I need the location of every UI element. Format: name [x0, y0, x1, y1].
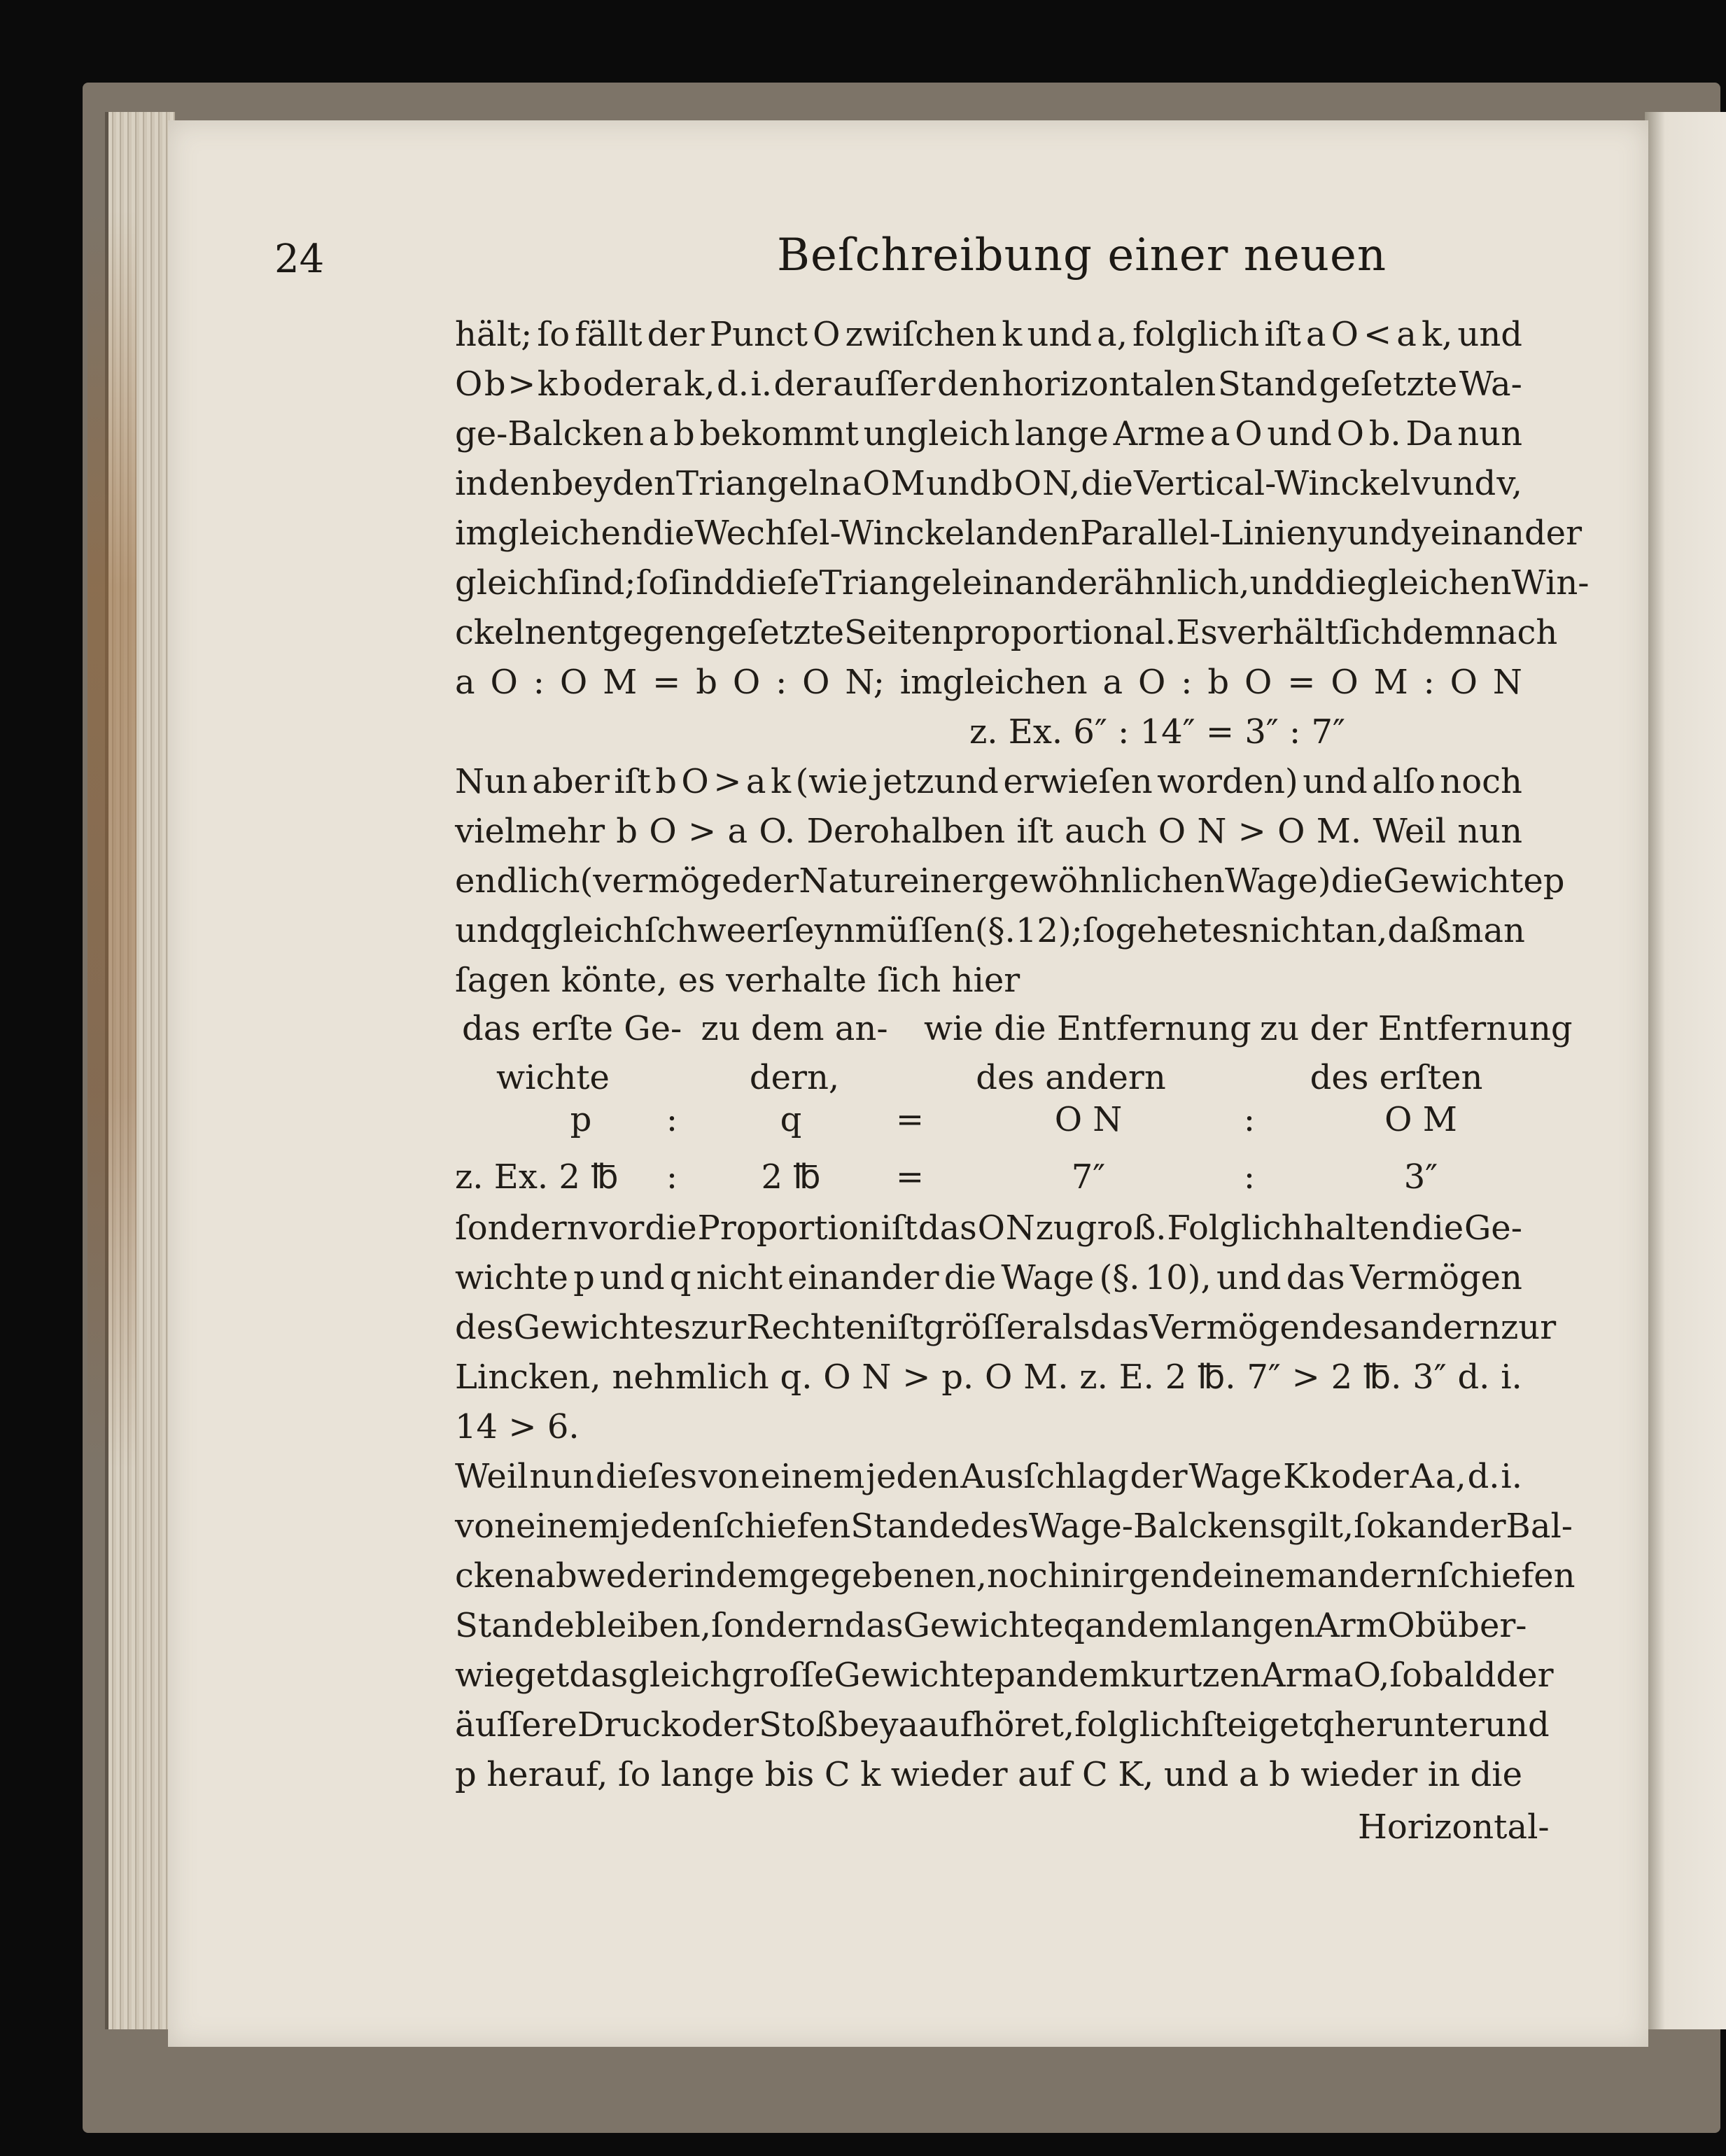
table-header-2b: dern, [749, 1058, 840, 1097]
text-line: gleich ſind; ſo ſind dieſe Triangel einander ähnlich, und die gleichen Win- [455, 563, 1590, 603]
table-example-cell: z. Ex. 2 ℔ [455, 1157, 619, 1197]
text-line: wichte p und q nicht einander die Wage (§. 10), und das Vermögen [455, 1258, 1522, 1297]
table-header-2a: zu dem an- [701, 1009, 888, 1048]
table-symbol-cell: : [666, 1100, 678, 1139]
text-line: z. Ex. 6″ : 14″ = 3″ : 7″ [969, 712, 1345, 752]
text-line: a O : O M = b O : O N; imgleichen a O : b O = O M : O N [455, 663, 1522, 702]
text-line: des Gewichtes zur Rechten iſt gröſſer als das Vermögen des andern zur [455, 1308, 1557, 1347]
table-header-4a: zu der Entfernung [1260, 1009, 1573, 1048]
text-line: Nun aber iſt b O > a k (wie jetzund erwieſen worden) und alſo noch [455, 762, 1522, 801]
facing-page [1645, 112, 1726, 2029]
text-line: ckeln entgegen geſetzte Seiten proportional. Es verhält ſich demnach [455, 613, 1558, 652]
table-header-4b: des erſten [1310, 1058, 1483, 1097]
text-line: und q gleich ſchweer ſeyn müſſen (§. 12); ſo gehet es nicht an, daß man [455, 911, 1525, 950]
text-line: p herauf, ſo lange bis C k wieder auf C K, und a b wieder in die [455, 1755, 1522, 1794]
table-header-1a: das erſte Ge- [462, 1009, 682, 1048]
text-line: 14 > 6. [455, 1407, 580, 1446]
text-line: wieget das gleich groſſe Gewichte p an dem kurtzen Arm a O, ſo bald der [455, 1656, 1554, 1695]
table-header-1b: wichte [496, 1058, 610, 1097]
text-line: äuſſere Druck oder Stoß bey a aufhöret, folglich ſteiget q herunter und [455, 1705, 1550, 1745]
running-header: Beſchreibung einer neuen [777, 230, 1387, 281]
text-line: cken a b weder in dem gegebenen, noch in irgend einem andern ſchiefen [455, 1556, 1576, 1595]
catchword: Horizontal- [1358, 1808, 1550, 1847]
text-line: Stande bleiben, ſondern das Gewichte q an dem langen Arm O b über- [455, 1606, 1527, 1645]
table-symbol-cell: p [570, 1100, 592, 1139]
text-line: imgleichen die Wechſel-Winckel an den Parallel-Linien y und y einander [455, 514, 1583, 553]
text-line: ge-Balcken a b bekommt ungleich lange Arme a O und O b. Da nun [455, 414, 1522, 453]
text-line: endlich (vermöge der Natur einer gewöhnlichen Wage) die Gewichte p [455, 861, 1565, 901]
text-line: in den beyden Triangeln a O M und b O N, die Vertical-Winckel v und v, [455, 464, 1522, 503]
water-stain [87, 210, 136, 1470]
table-symbol-cell: O M [1384, 1100, 1457, 1139]
table-example-cell: 7″ [1071, 1157, 1106, 1197]
text-line: vielmehr b O > a O. Derohalben iſt auch O N > O M. Weil nun [455, 812, 1522, 851]
text-line: von einem jeden ſchiefen Stande des Wage-Balckens gilt, ſo kan der Bal- [455, 1507, 1573, 1546]
table-header-3b: des andern [976, 1058, 1166, 1097]
table-example-cell: = [895, 1157, 925, 1197]
table-example-cell: 3″ [1403, 1157, 1438, 1197]
table-symbol-cell: O N [1054, 1100, 1123, 1139]
page-number: 24 [274, 237, 325, 282]
table-header-3a: wie die Entfernung [924, 1009, 1251, 1048]
text-line: Weil nun dieſes von einem jeden Ausſchlag der Wage K k oder A a, d. i. [455, 1457, 1522, 1496]
table-example-cell: : [1243, 1157, 1256, 1197]
text-line: O b > k b oder a k, d. i. der auſſer den horizontalen Stand geſetzte Wa- [455, 365, 1522, 404]
text-line: ſagen könte, es verhalte ſich hier [455, 961, 1020, 1000]
table-symbol-cell: q [780, 1100, 802, 1139]
table-symbol-cell: : [1243, 1100, 1256, 1139]
text-line: Lincken, nehmlich q. O N > p. O M. z. E. 2 ℔. 7″ > 2 ℔. 3″ d. i. [455, 1358, 1522, 1397]
text-line: ſondern vor die Proportion iſt das O N zu groß. Folglich halten die Ge- [455, 1209, 1522, 1248]
table-symbol-cell: = [895, 1100, 925, 1139]
table-example-cell: : [666, 1157, 678, 1197]
table-example-cell: 2 ℔ [761, 1157, 821, 1197]
text-line: hält; ſo fällt der Punct O zwiſchen k und a, folglich iſt a O < a k, und [455, 315, 1522, 354]
